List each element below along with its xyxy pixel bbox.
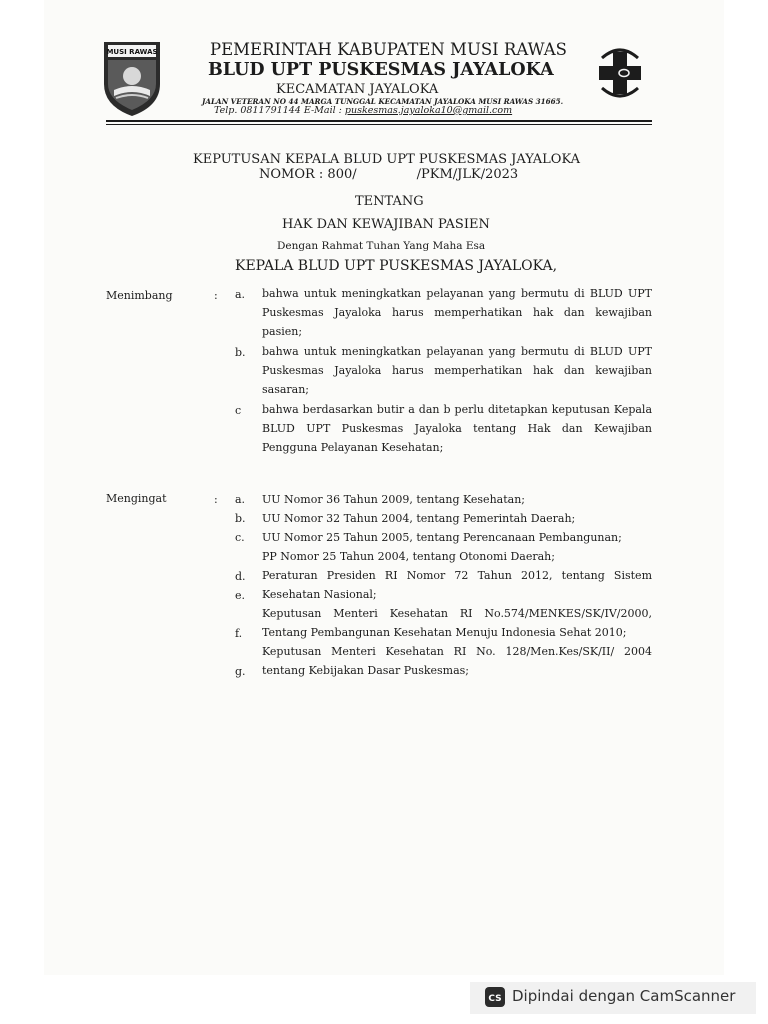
mengingat-line: tentang Kebijakan Dasar Puskesmas; bbox=[262, 664, 470, 677]
tentang-heading: TENTANG bbox=[355, 194, 424, 209]
menimbang-colon: : bbox=[214, 289, 218, 302]
email-label: E-Mail : bbox=[303, 105, 342, 116]
email-address: puskesmas.jayaloka10@gmail.com bbox=[344, 105, 513, 116]
mengingat-line: UU Nomor 32 Tahun 2004, tentang Pemerintah Daerah; bbox=[262, 512, 576, 525]
mengingat-label: Mengingat bbox=[106, 492, 167, 505]
crest-label: MUSI RAWAS bbox=[106, 48, 158, 56]
phone-number: Telp. 0811791144 bbox=[214, 105, 301, 116]
mengingat-line: Kesehatan Nasional; bbox=[262, 588, 377, 601]
mengingat-marker-g: g. bbox=[235, 665, 246, 678]
letterhead-rule-thick bbox=[106, 120, 652, 122]
blessing-line: Dengan Rahmat Tuhan Yang Maha Esa bbox=[277, 240, 486, 252]
mengingat-line: Keputusan Menteri Kesehatan RI No. 128/Men.Kes/SK/II/ 2004 bbox=[262, 645, 652, 658]
mengingat-line: Keputusan Menteri Kesehatan RI No.574/MENKES/SK/IV/2000, bbox=[262, 607, 652, 620]
institution-name: BLUD UPT PUSKESMAS JAYALOKA bbox=[208, 60, 554, 80]
puskesmas-logo-icon bbox=[592, 44, 648, 102]
decree-subject: HAK DAN KEWAJIBAN PASIEN bbox=[282, 217, 490, 232]
mengingat-colon: : bbox=[214, 493, 218, 506]
decree-title: KEPUTUSAN KEPALA BLUD UPT PUSKESMAS JAYALOKA bbox=[193, 152, 581, 167]
district-name: KECAMATAN JAYALOKA bbox=[276, 82, 439, 97]
mengingat-line: PP Nomor 25 Tahun 2004, tentang Otonomi Daerah; bbox=[262, 550, 555, 563]
mengingat-line: Tentang Pembangunan Kesehatan Menuju Indonesia Sehat 2010; bbox=[262, 626, 627, 639]
menimbang-item-a: bahwa untuk meningkatkan pelayanan yang bermutu di BLUD UPT Puskesmas Jayaloka harus memperhatikan hak dan kewajiban pasien; bbox=[262, 287, 652, 338]
decree-number-prefix: NOMOR : 800/ bbox=[259, 167, 357, 182]
menimbang-marker-a: a. bbox=[235, 288, 246, 301]
mengingat-marker-a: a. bbox=[235, 493, 246, 506]
decree-number bbox=[259, 167, 518, 182]
mengingat-line: UU Nomor 36 Tahun 2009, tentang Kesehatan; bbox=[262, 493, 525, 506]
musi-rawas-crest-icon bbox=[100, 40, 164, 118]
contact-line bbox=[214, 105, 512, 116]
mengingat-marker-c: c. bbox=[235, 531, 245, 544]
mengingat-marker-f: f. bbox=[235, 627, 243, 640]
menimbang-marker-c: c bbox=[235, 404, 242, 417]
decree-number-suffix: /PKM/JLK/2023 bbox=[416, 167, 519, 182]
menimbang-item-c: bahwa berdasarkan butir a dan b perlu ditetapkan keputusan Kepala BLUD UPT Puskesmas Jayaloka tentang Hak dan Kewajiban Pengguna Pelayanan Kesehatan; bbox=[262, 403, 652, 454]
menimbang-item-b: bahwa untuk meningkatkan pelayanan yang bermutu di BLUD UPT Puskesmas Jayaloka harus memperhatikan hak dan kewajiban sasaran; bbox=[262, 345, 652, 396]
mengingat-marker-e: e. bbox=[235, 589, 246, 602]
official-title: KEPALA BLUD UPT PUSKESMAS JAYALOKA, bbox=[235, 258, 558, 274]
camscanner-icon-label: CS bbox=[488, 994, 502, 1004]
camscanner-icon bbox=[485, 987, 505, 1007]
government-name: PEMERINTAH KABUPATEN MUSI RAWAS bbox=[210, 40, 567, 59]
letterhead-rule-thin bbox=[106, 124, 652, 125]
mengingat-marker-b: b. bbox=[235, 512, 246, 525]
mengingat-marker-d: d. bbox=[235, 570, 246, 583]
address-line: JALAN VETERAN NO 44 MARGA TUNGGAL KECAMATAN JAYALOKA MUSI RAWAS 31665. bbox=[202, 97, 564, 106]
mengingat-line: UU Nomor 25 Tahun 2005, tentang Perencanaan Pembangunan; bbox=[262, 531, 622, 544]
mengingat-line: Peraturan Presiden RI Nomor 72 Tahun 2012, tentang Sistem bbox=[262, 569, 652, 582]
menimbang-marker-b: b. bbox=[235, 346, 246, 359]
menimbang-label: Menimbang bbox=[106, 289, 173, 302]
document-page bbox=[44, 0, 724, 975]
camscanner-text: Dipindai dengan CamScanner bbox=[512, 987, 736, 1005]
